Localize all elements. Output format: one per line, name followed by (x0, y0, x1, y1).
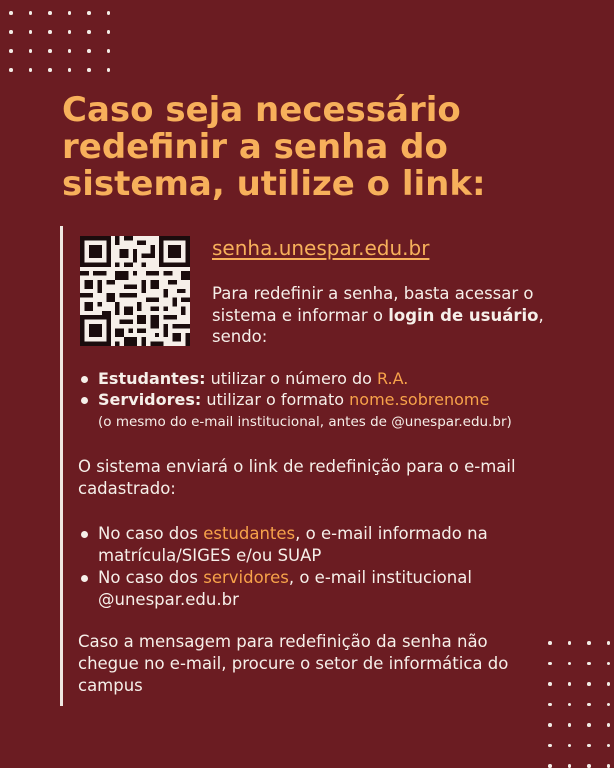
dot-grid-decoration-bottom-right (548, 641, 610, 768)
case-prefix: No caso dos (98, 568, 204, 587)
role-text: utilizar o número do (205, 369, 377, 388)
role-text: utilizar o formato (201, 390, 350, 409)
roles-list (78, 368, 598, 410)
role-highlight: R.A. (376, 369, 409, 388)
divider-line (60, 226, 63, 706)
reset-link[interactable]: senha.unespar.edu.br (212, 236, 430, 260)
role-label: Servidores: (98, 390, 202, 409)
list-item-servers (78, 389, 598, 410)
list-item-servers-case (78, 567, 578, 611)
list-item-students (78, 368, 598, 389)
intro-part-2: , sendo: (212, 305, 544, 346)
role-highlight: nome.sobrenome (349, 390, 490, 409)
intro-text (212, 283, 582, 348)
format-note: (o mesmo do e-mail institucional, antes de @unespar.edu.br) (98, 414, 512, 430)
cases-list (78, 523, 578, 611)
intro-bold: login de usuário (388, 305, 539, 325)
case-suffix: , o e-mail informado na matrícula/SIGES e/ou SUAP (98, 524, 488, 565)
case-highlight: estudantes (203, 524, 296, 543)
dot-grid-decoration-top-left (9, 11, 110, 72)
case-prefix: No caso dos (98, 524, 204, 543)
qr-code-icon (80, 236, 190, 346)
case-highlight: servidores (203, 568, 289, 587)
page-title: Caso seja necessário redefinir a senha do sistema, utilize o link: (62, 90, 486, 204)
list-item-students-case (78, 523, 578, 567)
intro-part-1: Para redefinir a senha, basta acessar o sistema e informar o (212, 284, 534, 325)
role-label: Estudantes: (98, 369, 206, 388)
final-text: Caso a mensagem para redefinição da senha não chegue no e-mail, procure o setor de informática do campus (78, 632, 509, 695)
send-info-text: O sistema enviará o link de redefinição para o e-mail cadastrado: (78, 457, 516, 498)
case-suffix: , o e-mail institucional @unespar.edu.br (98, 568, 472, 609)
